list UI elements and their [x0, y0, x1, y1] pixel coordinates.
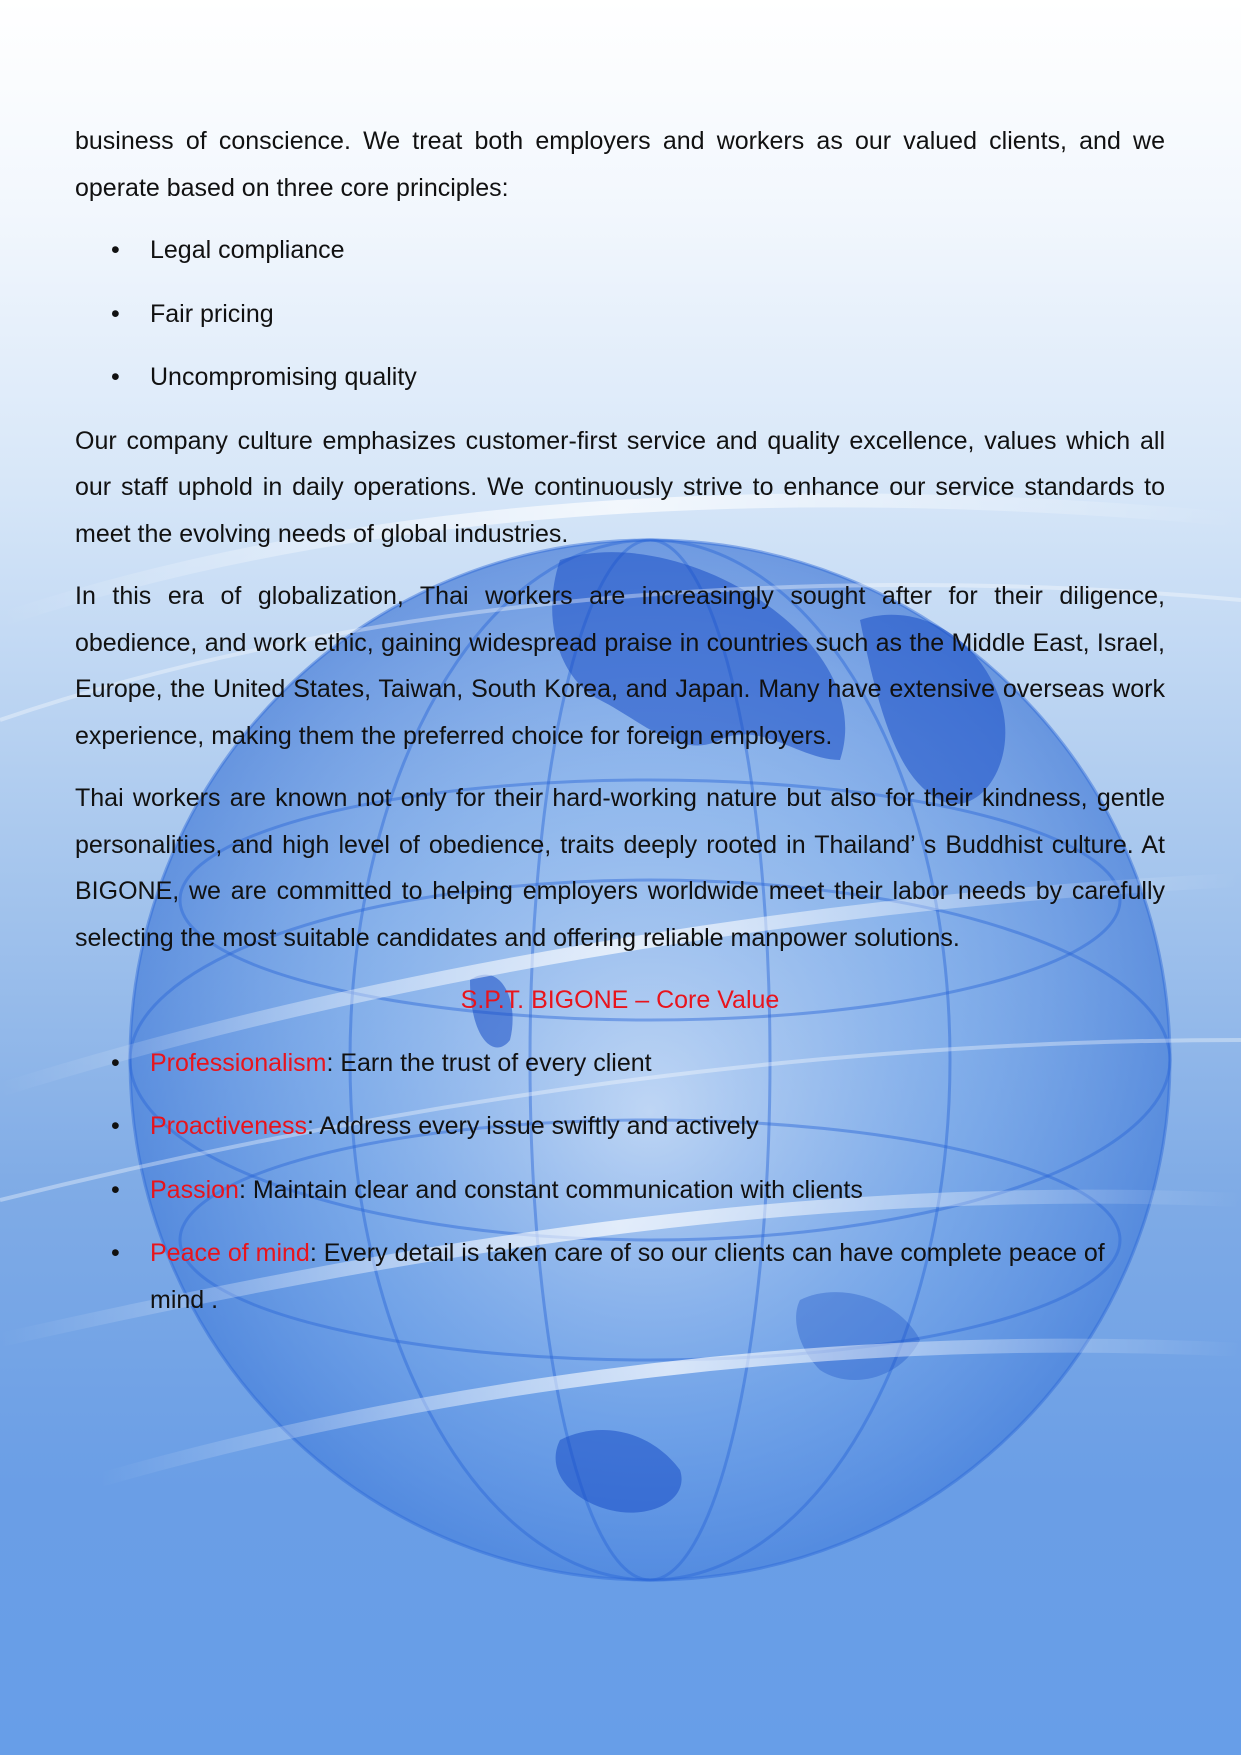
- core-value-term: Peace of mind: [150, 1239, 310, 1267]
- core-values-list: [75, 1040, 1165, 1324]
- core-value-description: : Maintain clear and constant communication with clients: [238, 1175, 863, 1204]
- core-value-title: S.P.T. BIGONE – Core Value: [460, 986, 780, 1014]
- globalization-paragraph: In this era of globalization, Thai workers are increasingly sought after for their diligence, obedience, and work ethic, gaining widespread praise in countries such as the Middle East, Israel, Europe, the United States, Taiwan, South Korea, and Japan. Many have extensive overseas work experience, making them the preferred choice for foreign employers.: [75, 582, 1165, 750]
- core-value-description: : Address every issue swiftly and actively: [307, 1112, 759, 1140]
- list-item: • Uncompromising quality: [75, 354, 1165, 401]
- list-item: • Fair pricing: [75, 291, 1165, 338]
- thai-workers-paragraph: Thai workers are known not only for their hard-working nature but also for their kindness, gentle personalities, and high level of obedience, traits deeply rooted in Thailand’ s Buddhist culture. At BIGONE, we are committed to helping employers worldwide meet their labor needs by carefully selecting the most suitable candidates and offering reliable manpower solutions.: [75, 784, 1165, 952]
- list-item: [75, 1040, 1165, 1087]
- core-value-term: Professionalism: [150, 1048, 327, 1077]
- culture-paragraph: Our company culture emphasizes customer-first service and quality excellence, values which all our staff uphold in daily operations. We continuously strive to enhance our service standards to meet the evolving needs of global industries.: [75, 426, 1165, 548]
- core-value-description: : Every detail is taken care of so our clients can have complete peace of mind .: [150, 1239, 1105, 1314]
- principles-list: [75, 227, 1165, 401]
- list-item: [75, 1167, 1165, 1214]
- intro-paragraph: business of conscience. We treat both employers and workers as our valued clients, and we operate based on three core principles:: [75, 127, 1165, 202]
- list-item: [75, 1103, 1165, 1150]
- list-item: [75, 1230, 1165, 1323]
- document-page: [75, 118, 1165, 1340]
- core-value-description: : Earn the trust of every client: [326, 1048, 652, 1077]
- list-item: • Legal compliance: [75, 227, 1165, 274]
- core-value-term: Proactiveness: [150, 1112, 308, 1140]
- core-value-term: Passion: [150, 1175, 239, 1204]
